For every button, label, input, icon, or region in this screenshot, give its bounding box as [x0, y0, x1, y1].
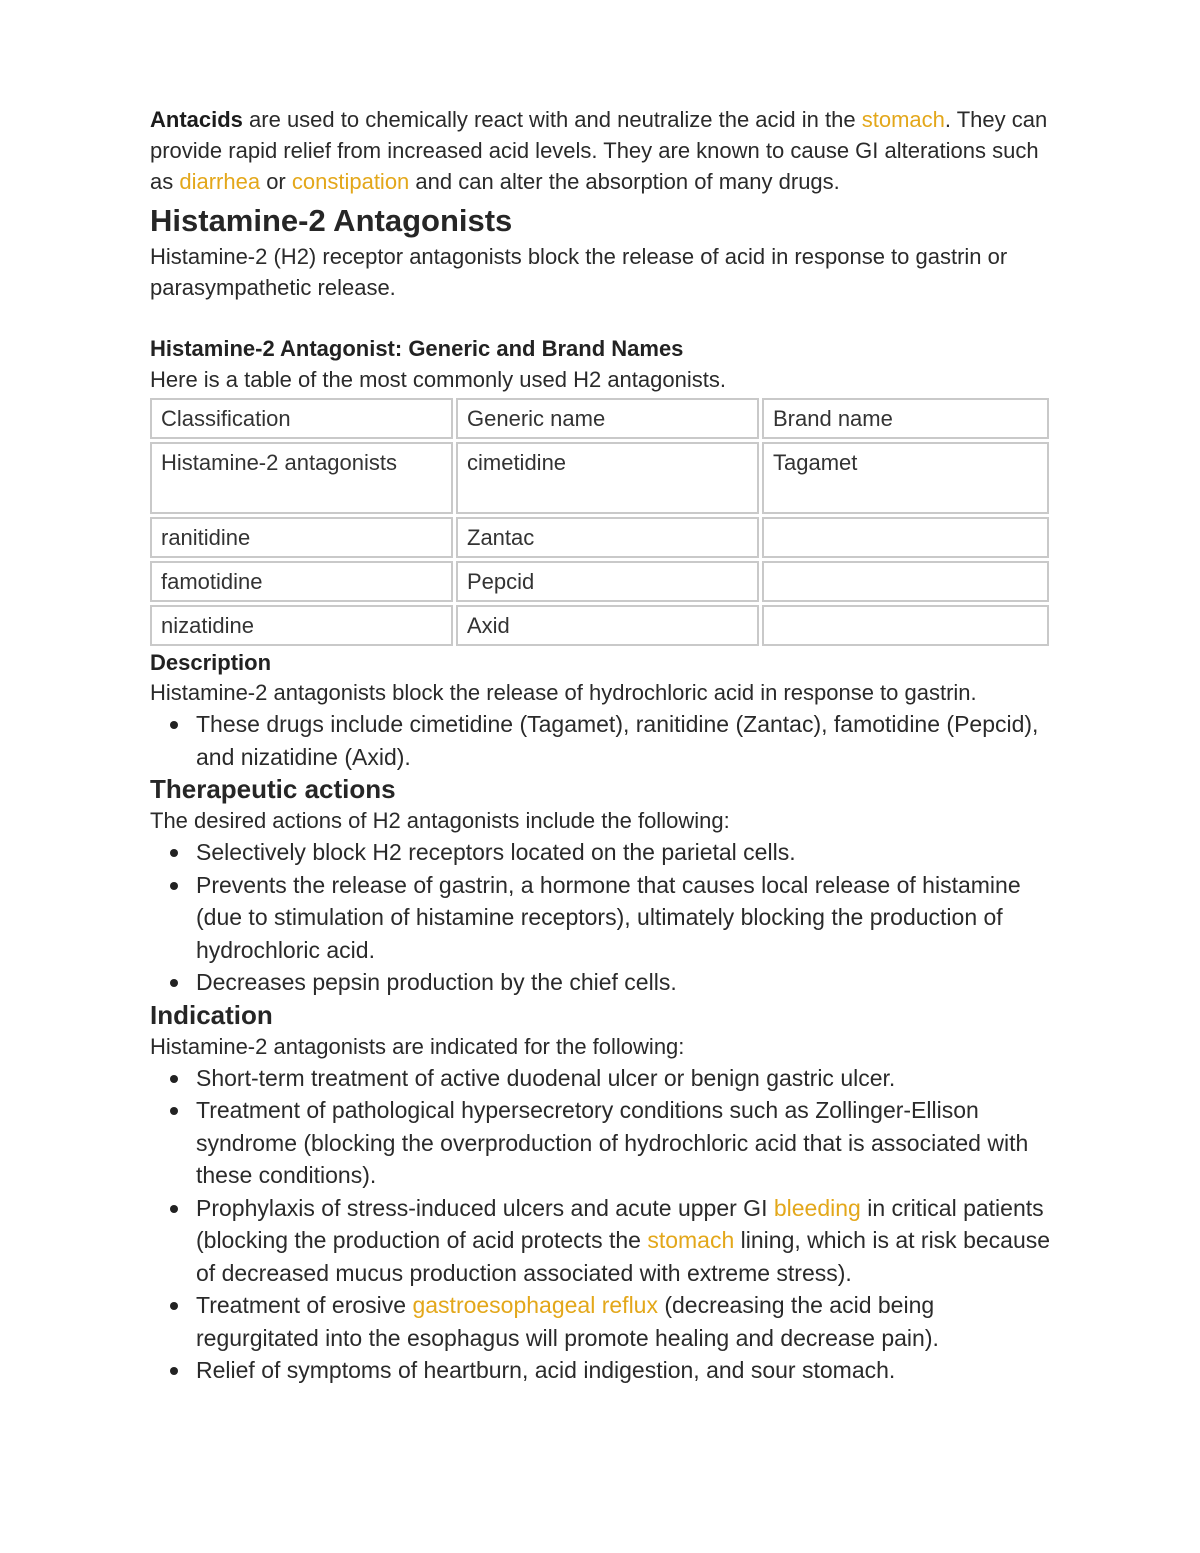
list-item-text: Prophylaxis of stress-induced ulcers and acute upper GI [196, 1194, 774, 1221]
table-caption: Here is a table of the most commonly used H2 antagonists. [150, 367, 726, 392]
table-cell: ranitidine [150, 517, 453, 558]
intro-text: and can alter the absorption of many drugs. [409, 169, 840, 194]
table-row [150, 605, 1049, 646]
stomach-link[interactable]: stomach [647, 1227, 735, 1253]
list-item: Selectively block H2 receptors located on the parietal cells. [196, 836, 1055, 869]
section-title: Histamine-2 Antagonists [150, 203, 513, 238]
table-cell: Pepcid [456, 561, 759, 602]
intro-text: are used to chemically react with and neutralize the acid in the [242, 107, 862, 132]
table-cell [762, 605, 1049, 646]
intro-paragraph [150, 104, 1055, 197]
list-item: Prevents the release of gastrin, a hormone that causes local release of histamine (due to stimulation of histamine receptors), ultimately blocking the production of hydrochloric acid. [196, 869, 1055, 967]
indication-text: Histamine-2 antagonists are indicated for the following: [150, 1033, 685, 1059]
list-item: These drugs include cimetidine (Tagamet), ranitidine (Zantac), famotidine (Pepcid), and nizatidine (Axid). [196, 708, 1055, 773]
indication-bullets [150, 1062, 1055, 1387]
table-header-cell: Generic name [456, 398, 759, 439]
table-row [150, 442, 1049, 514]
table-row [150, 561, 1049, 602]
list-item-text: (decreasing the acid being regurgitated into the esophagus will promote healing and decrease pain). [196, 1292, 939, 1351]
intro-text: . They can provide rapid relief from increased acid levels. They are known to cause GI alterations such as [150, 107, 1048, 194]
description-heading: Description [150, 650, 272, 675]
indication-heading: Indication [150, 999, 273, 1030]
list-item [196, 1289, 1055, 1354]
table-cell: Zantac [456, 517, 759, 558]
table-cell: nizatidine [150, 605, 453, 646]
list-item-text: Treatment of erosive [196, 1292, 413, 1318]
intro-bold-term: Antacids [150, 107, 243, 132]
drug-names-table [147, 395, 1052, 649]
document-page [150, 104, 1055, 1387]
list-item-text: in critical patients (blocking the production of acid protects the [196, 1194, 1044, 1253]
bleeding-link[interactable]: bleeding [773, 1194, 861, 1221]
list-item: Relief of symptoms of heartburn, acid indigestion, and sour stomach. [196, 1354, 1055, 1387]
therapeutic-text: The desired actions of H2 antagonists include the following: [150, 808, 730, 833]
table-cell: Axid [456, 605, 759, 646]
gastroesophageal-reflux-link[interactable]: gastroesophageal reflux [412, 1292, 658, 1318]
therapeutic-bullets [150, 836, 1055, 999]
therapeutic-heading: Therapeutic actions [150, 774, 396, 804]
section-intro-text: Histamine-2 (H2) receptor antagonists block the release of acid in response to gastrin or parasympathetic release. [150, 244, 1008, 300]
table-row [150, 517, 1049, 558]
table-cell: Tagamet [762, 442, 1049, 514]
stomach-link[interactable]: stomach [861, 107, 945, 132]
table-cell: famotidine [150, 561, 453, 602]
list-item-text: lining, which is at risk because of decreased mucus production associated with extreme stress). [196, 1227, 1051, 1286]
table-header-row [150, 398, 1049, 439]
table-cell [762, 561, 1049, 602]
list-item [196, 1192, 1055, 1290]
diarrhea-link[interactable]: diarrhea [179, 169, 261, 194]
table-cell: cimetidine [456, 442, 759, 514]
table-cell: Histamine-2 antagonists [150, 442, 453, 514]
table-heading: Histamine-2 Antagonist: Generic and Brand Names [150, 336, 684, 361]
list-item: Decreases pepsin production by the chief cells. [196, 966, 1055, 999]
description-bullets [150, 708, 1055, 773]
list-item: Treatment of pathological hypersecretory conditions such as Zollinger-Ellison syndrome (blocking the overproduction of hydrochloric acid that is associated with these conditions). [196, 1094, 1055, 1192]
list-item: Short-term treatment of active duodenal ulcer or benign gastric ulcer. [196, 1062, 1055, 1095]
table-header-cell: Brand name [762, 398, 1049, 439]
constipation-link[interactable]: constipation [291, 169, 410, 194]
description-text: Histamine-2 antagonists block the release of hydrochloric acid in response to gastrin. [150, 680, 977, 705]
intro-text: or [260, 169, 292, 194]
table-header-cell: Classification [150, 398, 453, 439]
table-cell [762, 517, 1049, 558]
